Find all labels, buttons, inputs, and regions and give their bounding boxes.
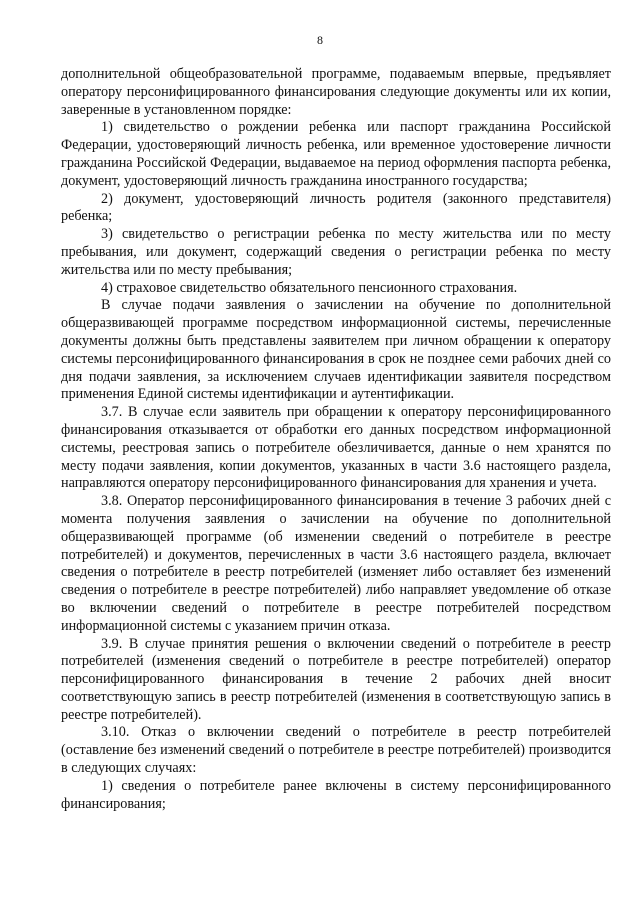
paragraph: дополнительной общеобразовательной программе, подаваемым впервые, предъявляет оператору персонифицированного финансирования следующие документы или их копии, заверенные в установленном порядке: (61, 66, 611, 118)
paragraph: 3.7. В случае если заявитель при обращении к оператору персонифицированного финансирования отказывается от обработки его данных посредством информационной системы, реестровая запись о потребителе обезличивается, данные о нем хранятся по месту подачи заявления, копии документов, указанных в части 3.6 настоящего раздела, направляются оператору персонифицированного финансирования для хранения и учета. (61, 404, 611, 492)
document-body (61, 66, 611, 813)
paragraph: 3) свидетельство о регистрации ребенка по месту жительства или по месту пребывания, или документ, содержащий сведения о регистрации ребенка по месту жительства или по месту пребывания; (61, 226, 611, 278)
paragraph: 1) сведения о потребителе ранее включены в систему персонифицированного финансирования; (61, 777, 611, 812)
paragraph: 1) свидетельство о рождении ребенка или паспорт гражданина Российской Федерации, удостоверяющий личность ребенка, или временное удостоверение личности гражданина Российской Федерации, выдаваемое на период оформления паспорта ребенка, документ, удостоверяющий личность гражданина иностранного государства; (61, 119, 611, 189)
paragraph: 4) страховое свидетельство обязательного пенсионного страхования. (101, 279, 518, 296)
paragraph: 3.10. Отказ о включении сведений о потребителе в реестр потребителей (оставление без изменений сведений о потребителе в реестре потребителей) производится в следующих случаях: (61, 724, 611, 777)
paragraph: 3.8. Оператор персонифицированного финансирования в течение 3 рабочих дней с момента получения заявления о зачислении на обучение по дополнительной общеразвивающей программе (об изменении сведений о потребителе в реестре потребителей) и документов, перечисленных в части 3.6 настоящего раздела, включает сведения о потребителе в реестр потребителей (изменяет либо оставляет без изменений сведения о потребителе в реестре потребителей) либо направляет уведомление об отказе во включении сведений о потребителе в реестре потребителей посредством информационной системы с указанием причин отказа. (61, 493, 611, 634)
paragraph: 2) документ, удостоверяющий личность родителя (законного представителя) ребенка; (61, 190, 611, 225)
page-number: 8 (317, 33, 323, 47)
paragraph: В случае подачи заявления о зачислении на обучение по дополнительной общеразвивающей программе посредством информационной системы, перечисленные документы должны быть представлены заявителем при личном обращении к оператору системы персонифицированного финансирования в срок не позднее семи рабочих дней со дня подачи заявления, за исключением случаев идентификации заявителя посредством применения Единой системы идентификации и аутентификации. (61, 297, 611, 403)
paragraph: 3.9. В случае принятия решения о включении сведений о потребителе в реестр потребителей (изменения сведений о потребителе в реестре потребителей) оператор персонифицированного финансирования в течение 2 рабочих дней вносит соответствующую запись в реестр потребителей (изменения в соответствующую запись в реестре потребителей). (61, 635, 611, 723)
